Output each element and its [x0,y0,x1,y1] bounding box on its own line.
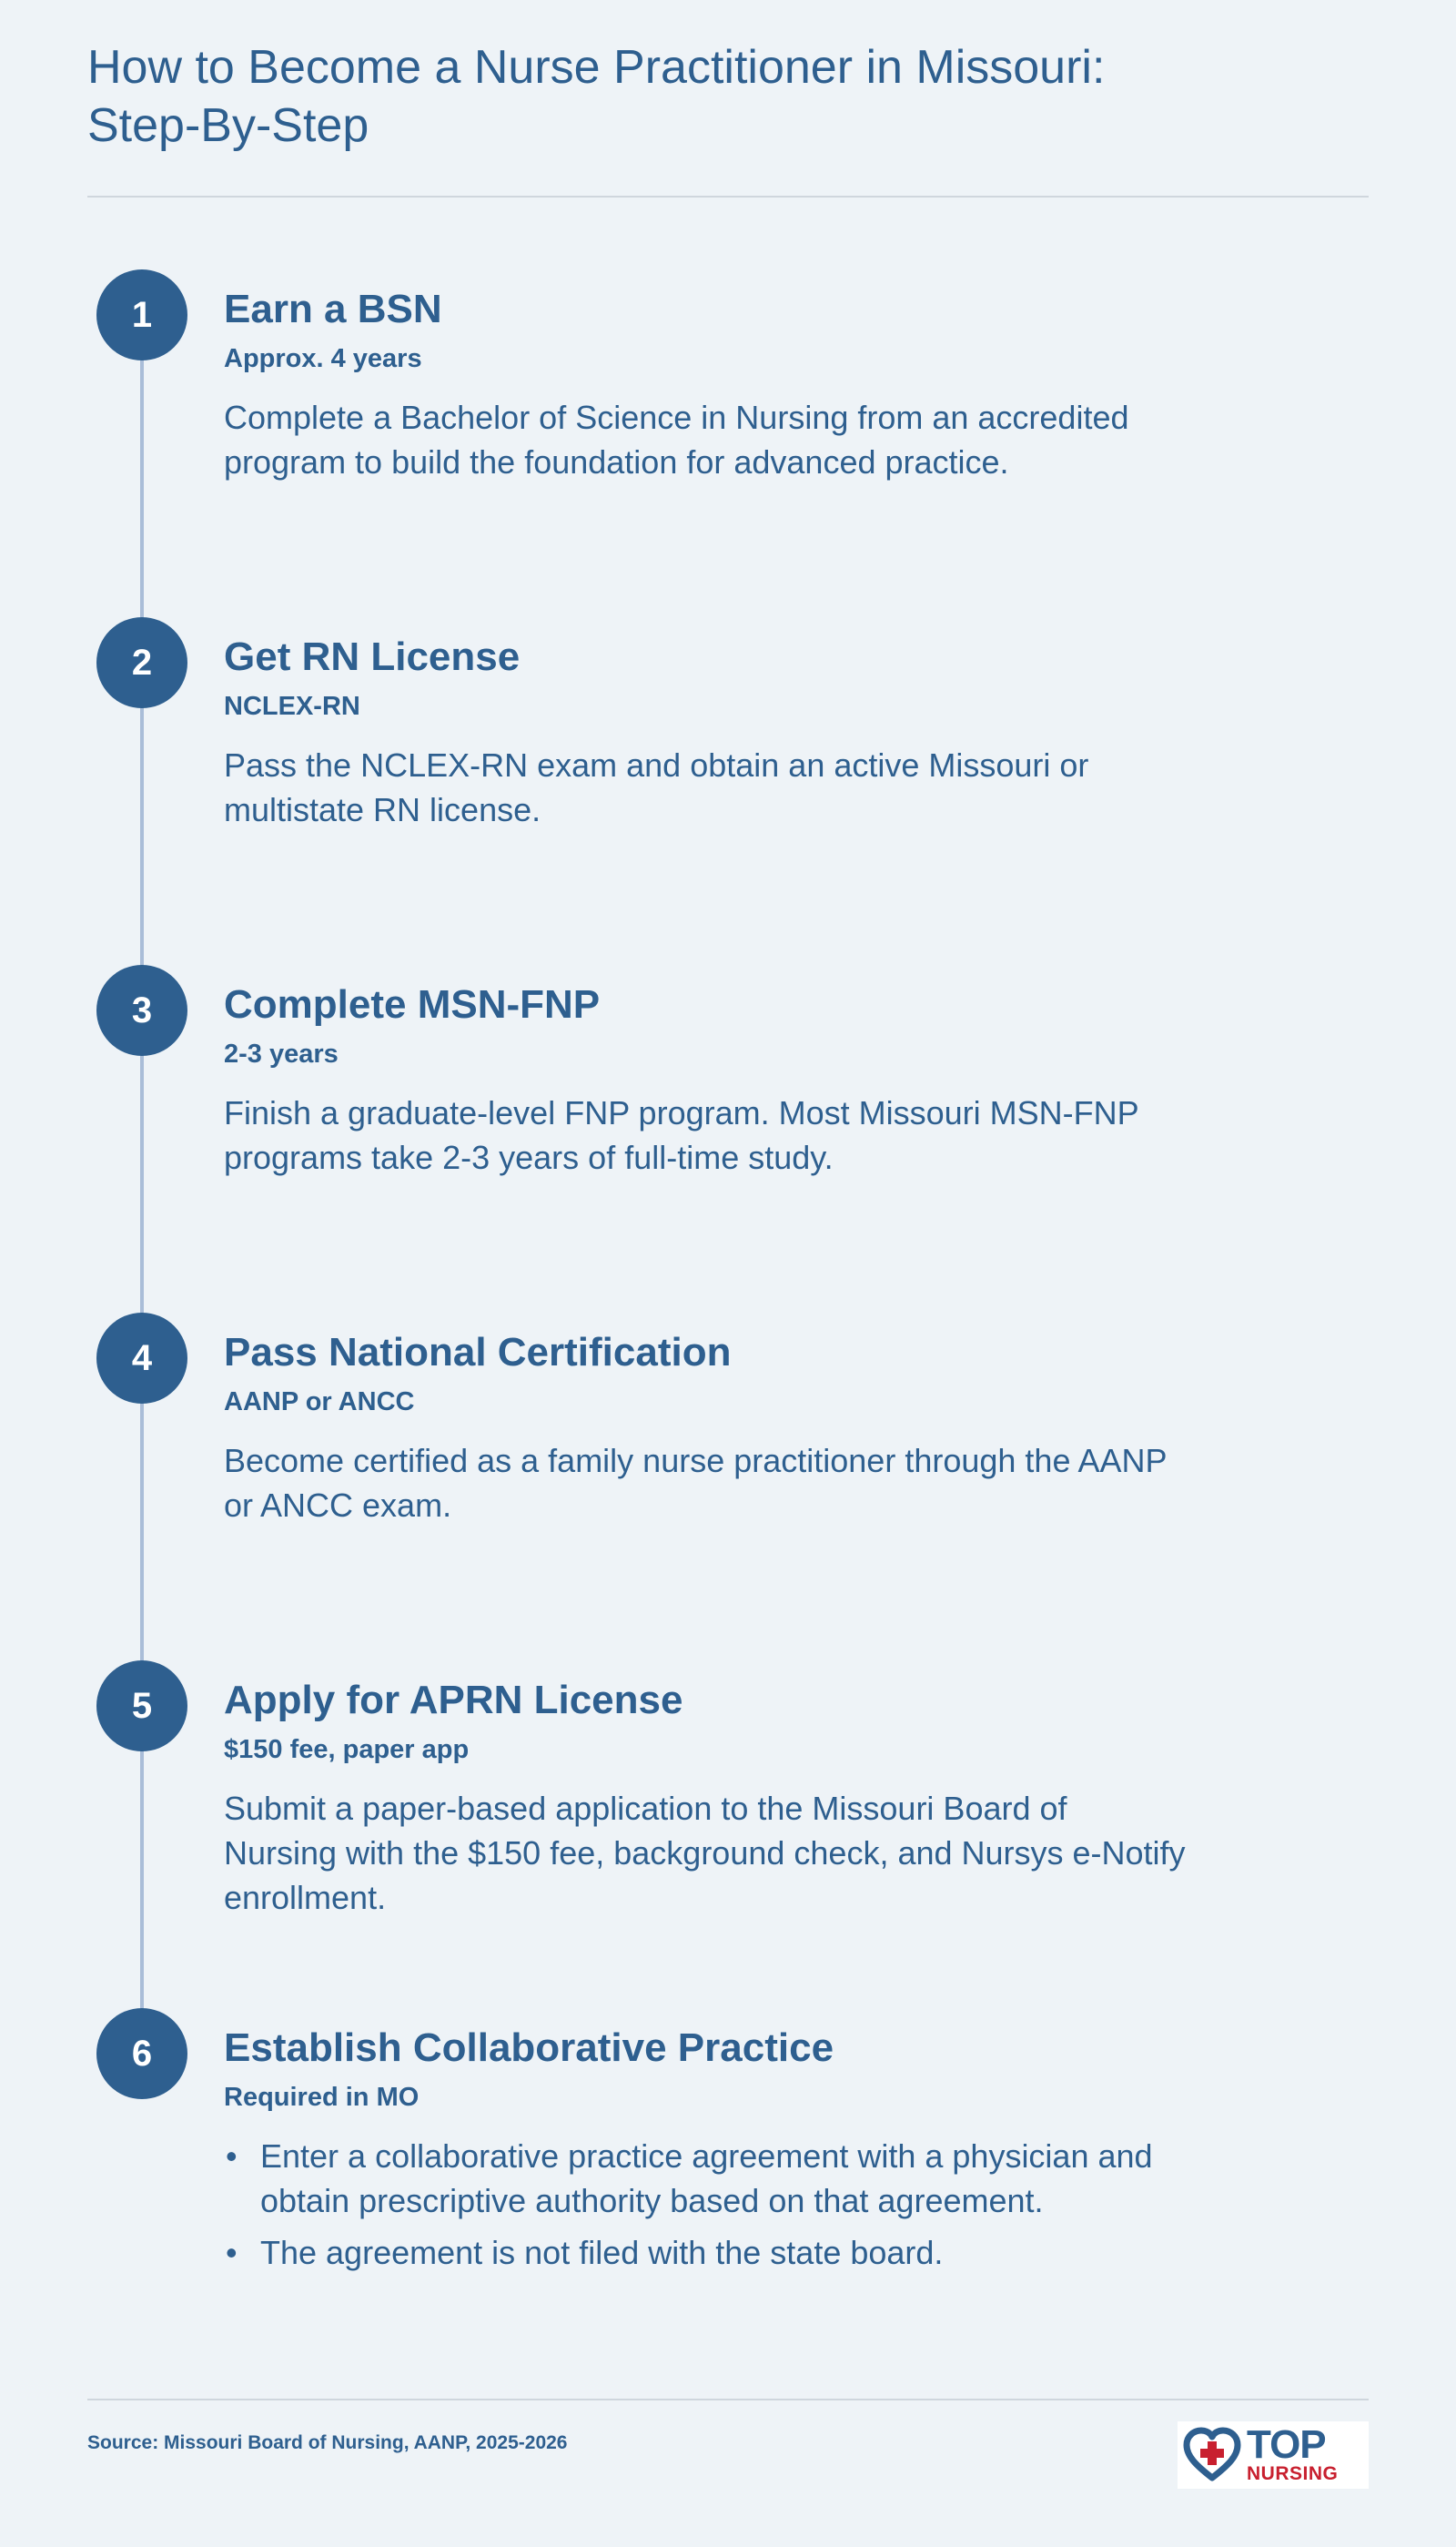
step-subtitle: Required in MO [224,2083,420,2112]
step-number-badge: 4 [96,1313,187,1404]
step-description: Become certified as a family nurse practitioner through the AANP or ANCC exam. [224,1442,1167,1524]
step-number-badge: 2 [96,617,187,708]
bullet-text: Enter a collaborative practice agreement with a physician and obtain prescriptive authority based on that agreement. [260,2137,1153,2219]
brand-logo [1178,2421,1369,2489]
list-item [224,2134,1188,2223]
step-subtitle: Approx. 4 years [224,344,422,373]
step-bullet-list [224,2134,1188,2275]
step-number-badge: 6 [96,2008,187,2099]
step-number-badge: 1 [96,269,187,360]
step-content [224,634,1279,832]
page-title: How to Become a Nurse Practitioner in Missouri: Step-By-Step [87,41,1106,152]
heart-cross-icon [1183,2426,1241,2484]
bullet-text: The agreement is not filed with the state board. [260,2234,944,2271]
source-note: Source: Missouri Board of Nursing, AANP, 2025-2026 [87,2432,568,2453]
bullet-icon: • [226,2137,238,2175]
step-number-badge: 5 [96,1660,187,1751]
step-subtitle: 2-3 years [224,1040,339,1069]
step-description: Pass the NCLEX-RN exam and obtain an active Missouri or multistate RN license. [224,746,1089,828]
title-divider [87,196,1369,198]
bullet-icon: • [226,2234,238,2271]
step-subtitle: $150 fee, paper app [224,1735,470,1764]
step-subtitle: NCLEX-RN [224,692,360,721]
step-title: Establish Collaborative Practice [224,2025,834,2070]
step-number-badge: 3 [96,965,187,1056]
step-content [224,981,1279,1180]
list-item [224,2230,1188,2275]
footer-divider [87,2399,1369,2400]
infographic-page [87,0,1369,2547]
step-title: Pass National Certification [224,1330,732,1375]
step-description: Finish a graduate-level FNP program. Most Missouri MSN-FNP programs take 2-3 years of full-time study. [224,1094,1138,1176]
step-content [224,1677,1279,1920]
step-subtitle: AANP or ANCC [224,1387,415,1416]
step-title: Earn a BSN [224,287,442,331]
timeline-line [140,315,144,2054]
step-description: Complete a Bachelor of Science in Nursing from an accredited program to build the foundation for advanced practice. [224,399,1129,481]
logo-bottom-text: NURSING [1247,2463,1339,2484]
step-title: Complete MSN-FNP [224,982,601,1027]
step-title: Get RN License [224,634,521,679]
logo-top-text: TOP [1247,2422,1326,2467]
step-content [224,1329,1279,1527]
logo-wordmark [1247,2422,1339,2484]
step-content [224,286,1279,484]
step-description: Submit a paper-based application to the Missouri Board of Nursing with the $150 fee, background check, and Nursys e-Notify enrollment. [224,1790,1186,1916]
step-title: Apply for APRN License [224,1678,683,1722]
step-content [224,2024,1279,2282]
